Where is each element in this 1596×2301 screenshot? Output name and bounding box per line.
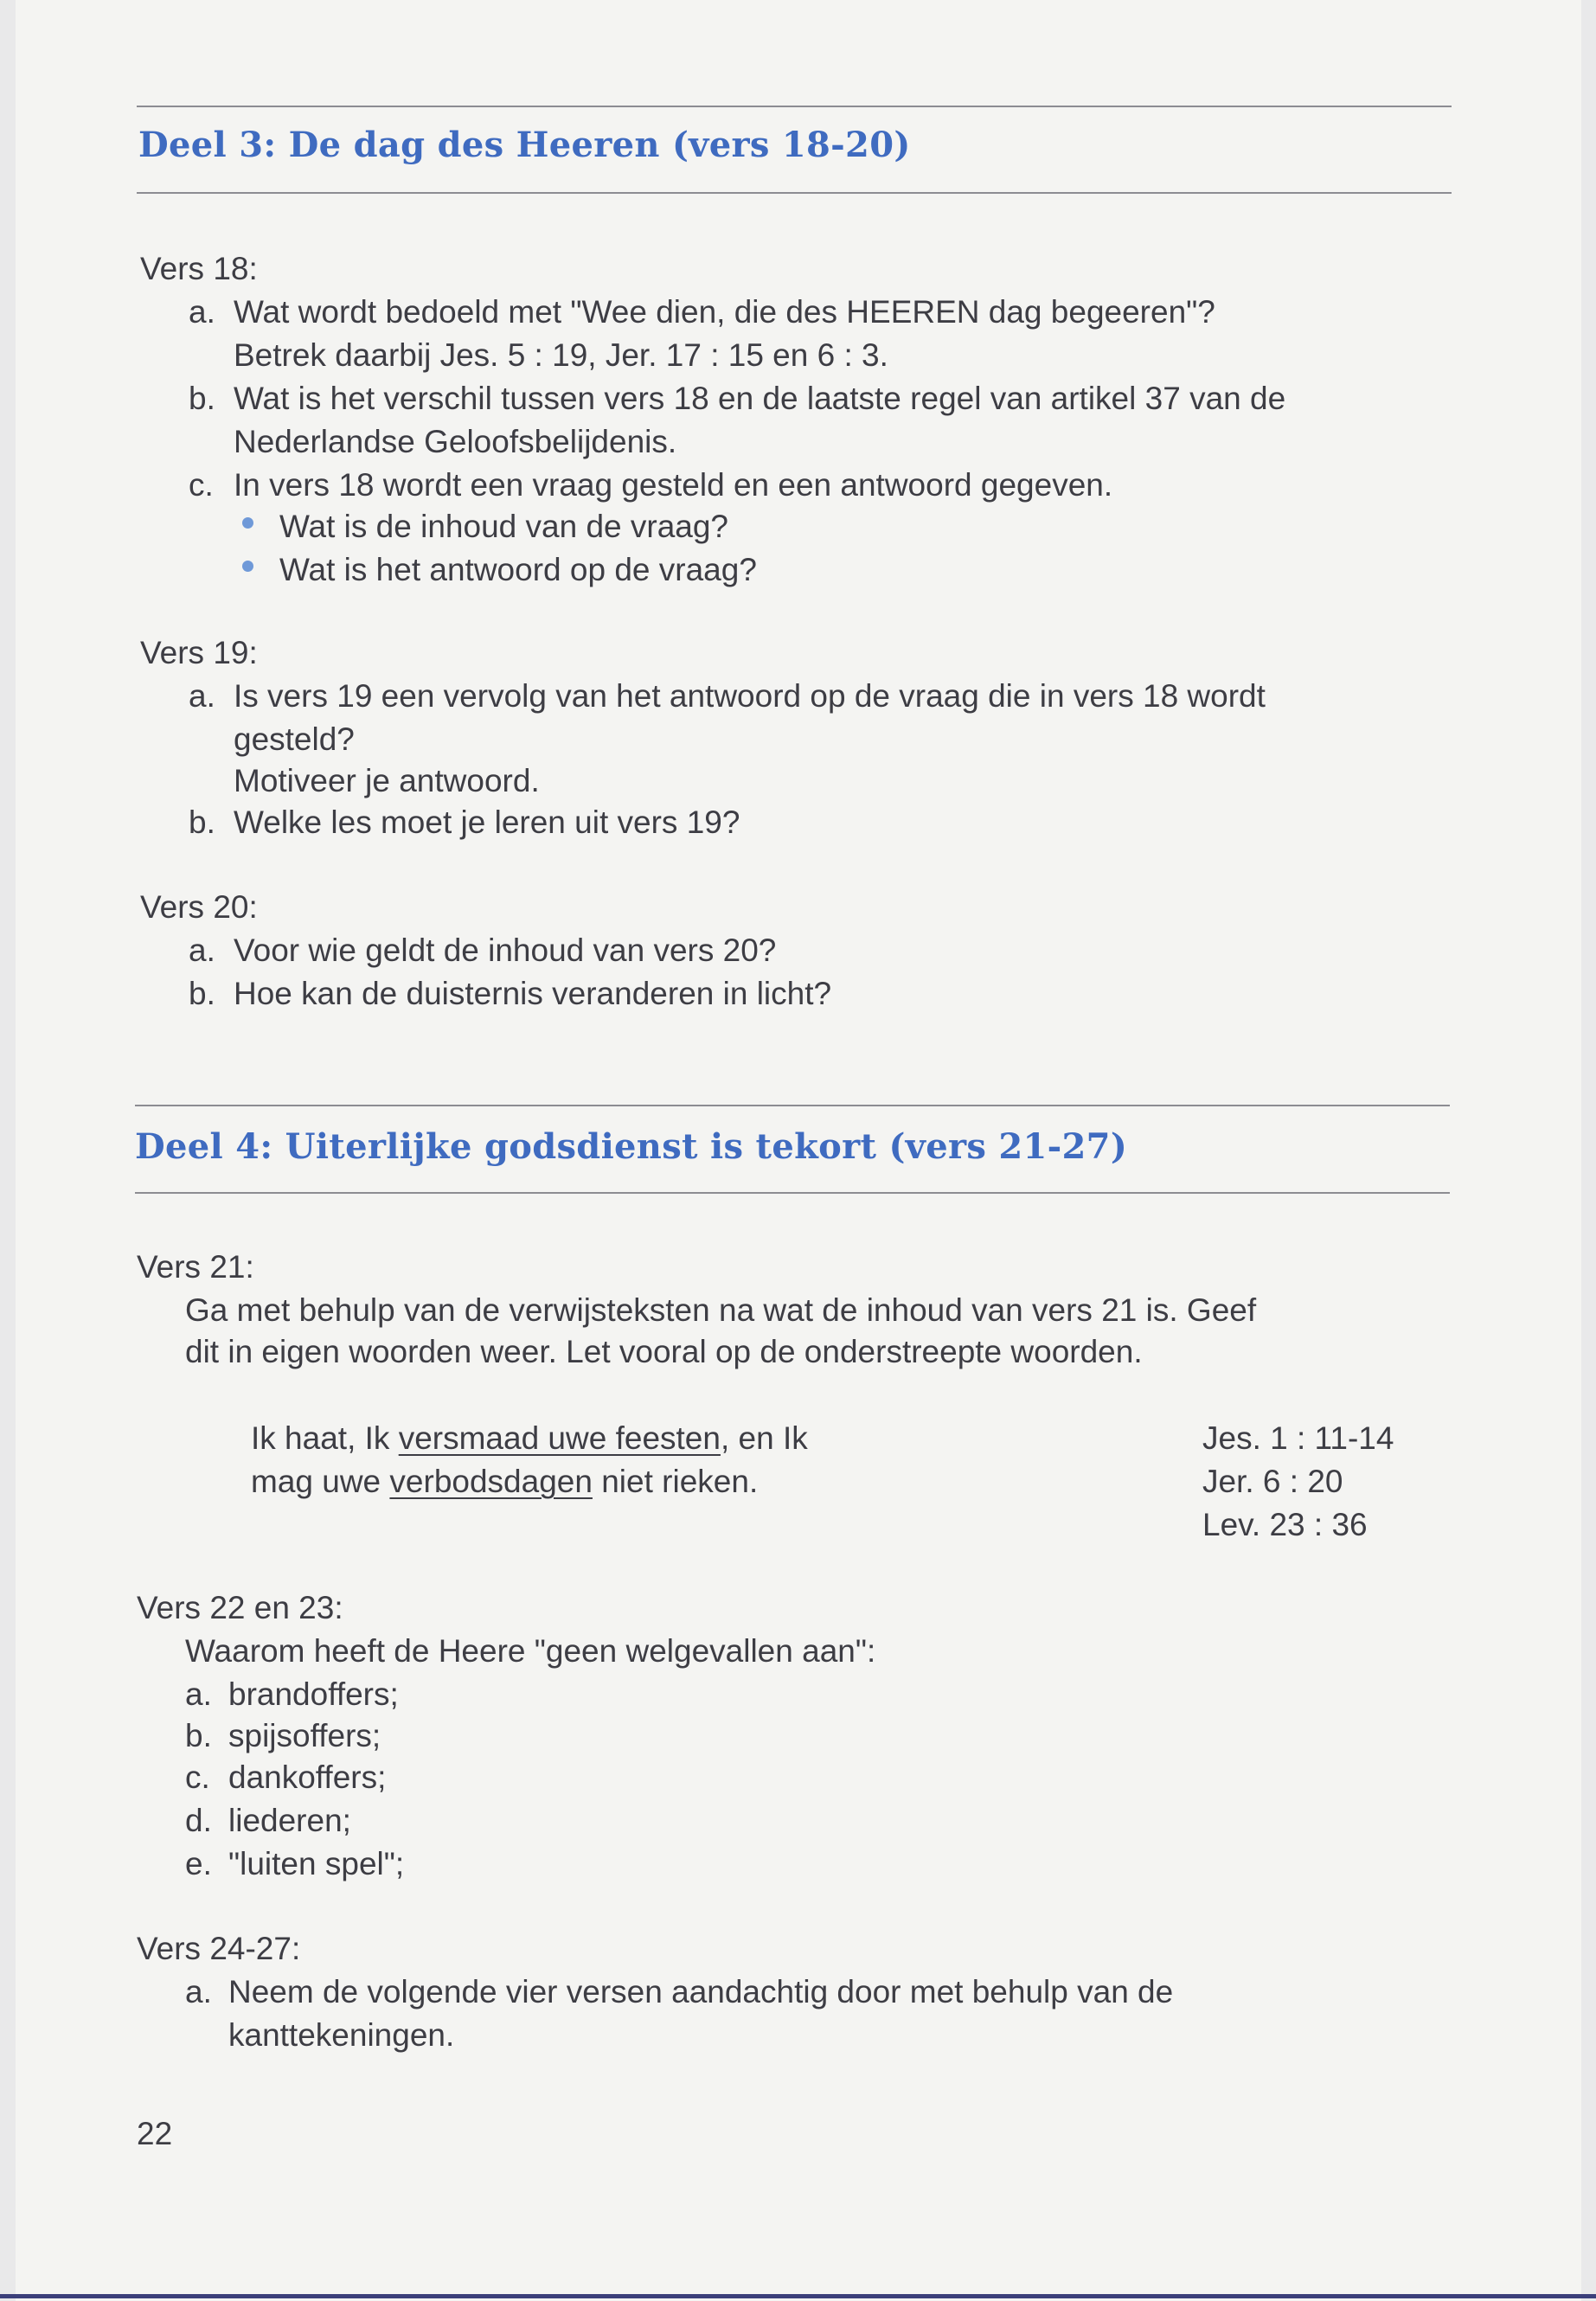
v2427-a-line2: kanttekeningen. bbox=[228, 2017, 455, 2053]
quote-line1 bbox=[251, 1417, 808, 1460]
quote-line2 bbox=[251, 1460, 758, 1503]
heading-deel3: Deel 3: De dag des Heeren (vers 18-20) bbox=[138, 125, 911, 165]
v18-bullet1: Wat is de inhoud van de vraag? bbox=[279, 509, 729, 544]
v18-b-line2: Nederlandse Geloofsbelijdenis. bbox=[234, 424, 677, 459]
item-label-a: a. bbox=[185, 1676, 212, 1712]
item-label-a: a. bbox=[189, 294, 215, 330]
item-label-c: c. bbox=[189, 467, 214, 503]
heading-deel4: Deel 4: Uiterlijke godsdienst is tekort (vers 21-27) bbox=[135, 1126, 1128, 1167]
underlined-words: verbodsdagen bbox=[389, 1464, 593, 1499]
item-label-c: c. bbox=[185, 1759, 210, 1795]
bullet-icon bbox=[242, 517, 253, 529]
rule-top-deel3 bbox=[137, 106, 1452, 107]
quote-text: mag uwe bbox=[251, 1464, 390, 1499]
page-number: 22 bbox=[137, 2116, 173, 2151]
item-label-e: e. bbox=[185, 1846, 212, 1881]
item-label-b: b. bbox=[189, 976, 215, 1011]
quote-text: niet rieken. bbox=[592, 1464, 759, 1499]
item-label-b: b. bbox=[185, 1718, 212, 1753]
v18-c-line1: In vers 18 wordt een vraag gesteld en een antwoord gegeven. bbox=[234, 467, 1113, 503]
rule-top-deel4 bbox=[135, 1105, 1450, 1106]
item-label-b: b. bbox=[189, 381, 215, 416]
v19-a-line2: gesteld? bbox=[234, 721, 355, 757]
v19-a-line1: Is vers 19 een vervolg van het antwoord op de vraag die in vers 18 wordt bbox=[234, 678, 1266, 714]
reference-jes: Jes. 1 : 11-14 bbox=[1202, 1420, 1394, 1456]
item-label-d: d. bbox=[185, 1803, 212, 1838]
page-bottom-edge bbox=[0, 2294, 1596, 2298]
reference-lev: Lev. 23 : 36 bbox=[1202, 1507, 1368, 1542]
item-label-a: a. bbox=[189, 933, 215, 968]
list-item-brandoffers: brandoffers; bbox=[228, 1676, 399, 1712]
item-label-a: a. bbox=[185, 1974, 212, 2009]
v19-b-line1: Welke les moet je leren uit vers 19? bbox=[234, 804, 740, 840]
v20-b-line1: Hoe kan de duisternis veranderen in licht? bbox=[234, 976, 832, 1011]
list-item-spijsoffers: spijsoffers; bbox=[228, 1718, 381, 1753]
list-item-dankoffers: dankoffers; bbox=[228, 1759, 387, 1795]
item-label-b: b. bbox=[189, 804, 215, 840]
v2427-a-line1: Neem de volgende vier versen aandachtig door met behulp van de bbox=[228, 1974, 1174, 2009]
label-vers-18: Vers 18: bbox=[140, 251, 258, 286]
v21-line2: dit in eigen woorden weer. Let vooral op de onderstreepte woorden. bbox=[185, 1334, 1143, 1369]
quote-text: Ik haat, Ik bbox=[251, 1420, 399, 1456]
rule-bottom-deel4 bbox=[135, 1192, 1450, 1194]
v18-a-line2: Betrek daarbij Jes. 5 : 19, Jer. 17 : 15 en 6 : 3. bbox=[234, 337, 888, 373]
label-vers-21: Vers 21: bbox=[137, 1249, 254, 1285]
list-item-liederen: liederen; bbox=[228, 1803, 351, 1838]
bullet-icon bbox=[242, 561, 253, 572]
label-vers-19: Vers 19: bbox=[140, 635, 258, 670]
underlined-words: versmaad uwe feesten bbox=[398, 1420, 721, 1456]
item-label-a: a. bbox=[189, 678, 215, 714]
v19-a-line3: Motiveer je antwoord. bbox=[234, 763, 540, 798]
label-vers-20: Vers 20: bbox=[140, 889, 258, 925]
v2223-intro: Waarom heeft de Heere "geen welgevallen aan": bbox=[185, 1633, 876, 1669]
v18-a-line1: Wat wordt bedoeld met "Wee dien, die des HEEREN dag begeeren"? bbox=[234, 294, 1215, 330]
v18-bullet2: Wat is het antwoord op de vraag? bbox=[279, 552, 757, 587]
label-vers-22-23: Vers 22 en 23: bbox=[137, 1590, 343, 1625]
quote-text: , en Ik bbox=[720, 1420, 808, 1456]
list-item-luiten-spel: "luiten spel"; bbox=[228, 1846, 405, 1881]
label-vers-24-27: Vers 24-27: bbox=[137, 1931, 301, 1966]
v20-a-line1: Voor wie geldt de inhoud van vers 20? bbox=[234, 933, 777, 968]
book-page bbox=[16, 0, 1581, 2301]
reference-jer: Jer. 6 : 20 bbox=[1202, 1464, 1343, 1499]
v21-line1: Ga met behulp van de verwijsteksten na wat de inhoud van vers 21 is. Geef bbox=[185, 1292, 1257, 1328]
rule-bottom-deel3 bbox=[137, 192, 1452, 194]
v18-b-line1: Wat is het verschil tussen vers 18 en de laatste regel van artikel 37 van de bbox=[234, 381, 1286, 416]
